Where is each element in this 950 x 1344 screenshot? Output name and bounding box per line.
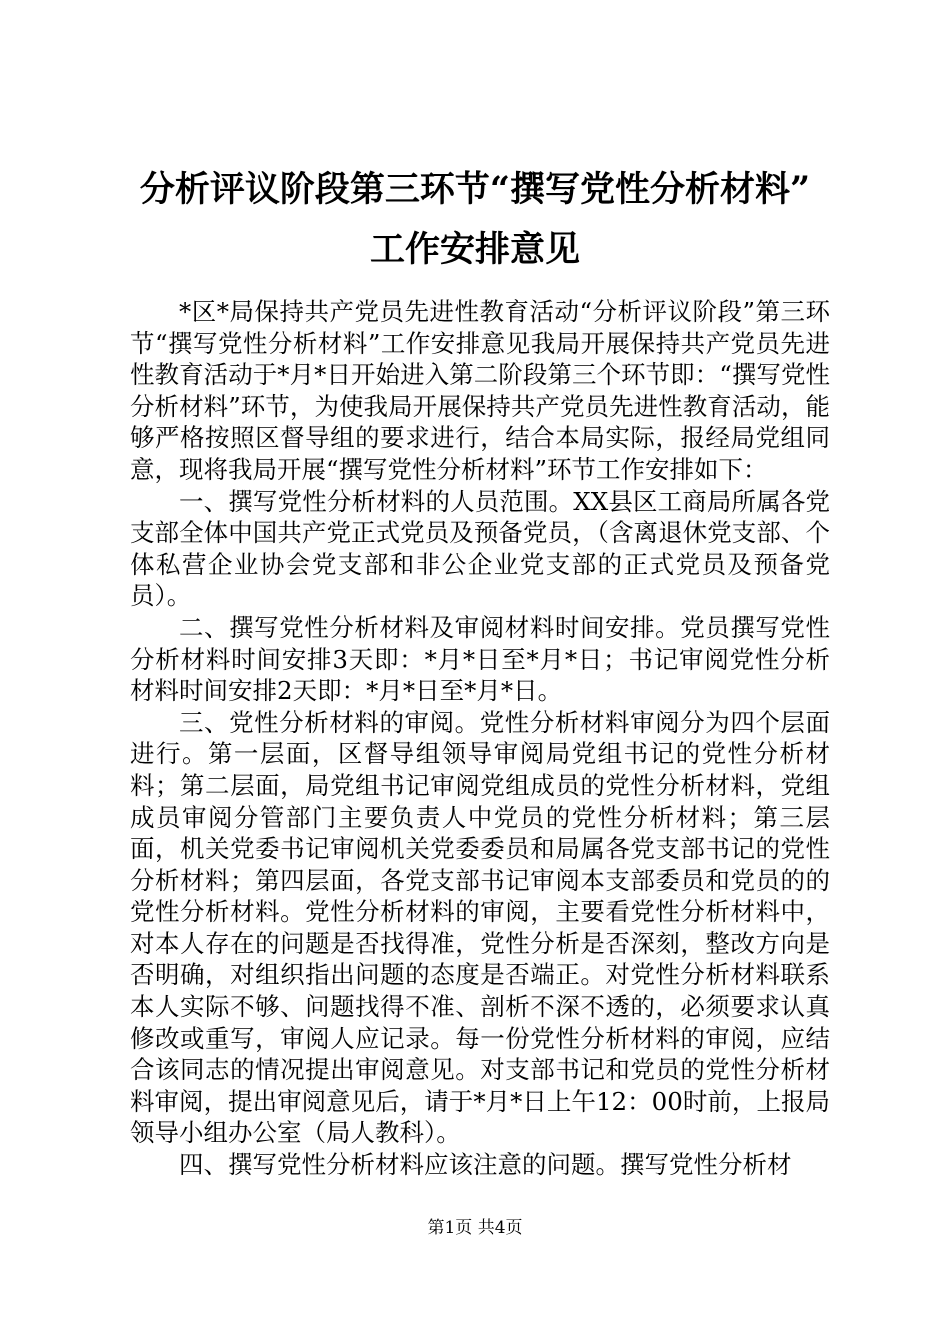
paragraph-section-4: 四、撰写党性分析材料应该注意的问题。撰写党性分析材 (179, 1150, 792, 1180)
title-line-2: 工作安排意见 (369, 229, 580, 270)
title-line-1: 分析评议阶段第三环节“撰写党性分析材料” (139, 169, 811, 210)
document-title (120, 160, 830, 280)
page-number-footer: 第1页 共4页 (427, 1218, 523, 1238)
document-body (130, 296, 830, 1181)
paragraph-section-3: 三、党性分析材料的审阅。党性分析材料审阅分为四个层面进行。第一层面，区督导组领导审阅局党组书记的党性分析材料；第二层面，局党组书记审阅党组成员的党性分析材料，党组成员审阅分管部门主要负责人中党员的党性分析材料；第三层面，机关党委书记审阅机关党委委员和局属各党支部书记的党性分析材料；第四层面，各党支部书记审阅本支部委员和党员的的党性分析材料。党性分析材料的审阅，主要看党性分析材料中，对本人存在的问题是否找得准，党性分析是否深刻，整改方向是否明确，对组织指出问题的态度是否端正。对党性分析材料联系本人实际不够、问题找得不准、剖析不深不透的，必须要求认真修改或重写，审阅人应记录。每一份党性分析材料的审阅，应结合该同志的情况提出审阅意见。对支部书记和党员的党性分析材料审阅，提出审阅意见后，请于*月*日上午12：00时前，上报局领导小组办公室（局人教科）。 (130, 707, 830, 1148)
paragraph-section-2: 二、撰写党性分析材料及审阅材料时间安排。党员撰写党性分析材料时间安排3天即：*月*日至*月*日；书记审阅党性分析材料时间安排2天即：*月*日至*月*日。 (130, 612, 830, 706)
paragraph-section-1: 一、撰写党性分析材料的人员范围。XX县区工商局所属各党支部全体中国共产党正式党员及预备党员，（含离退休党支部、个体私营企业协会党支部和非公企业党支部的正式党员及预备党员）。 (130, 486, 830, 611)
paragraph-intro: *区*局保持共产党员先进性教育活动“分析评议阶段”第三环节“撰写党性分析材料”工作安排意见我局开展保持共产党员先进性教育活动于*月*日开始进入第二阶段第三个环节即：“撰写党性分析材料”环节，为使我局开展保持共产党员先进性教育活动，能够严格按照区督导组的要求进行，结合本局实际，报经局党组同意，现将我局开展“撰写党性分析材料”环节工作安排如下： (130, 297, 830, 484)
